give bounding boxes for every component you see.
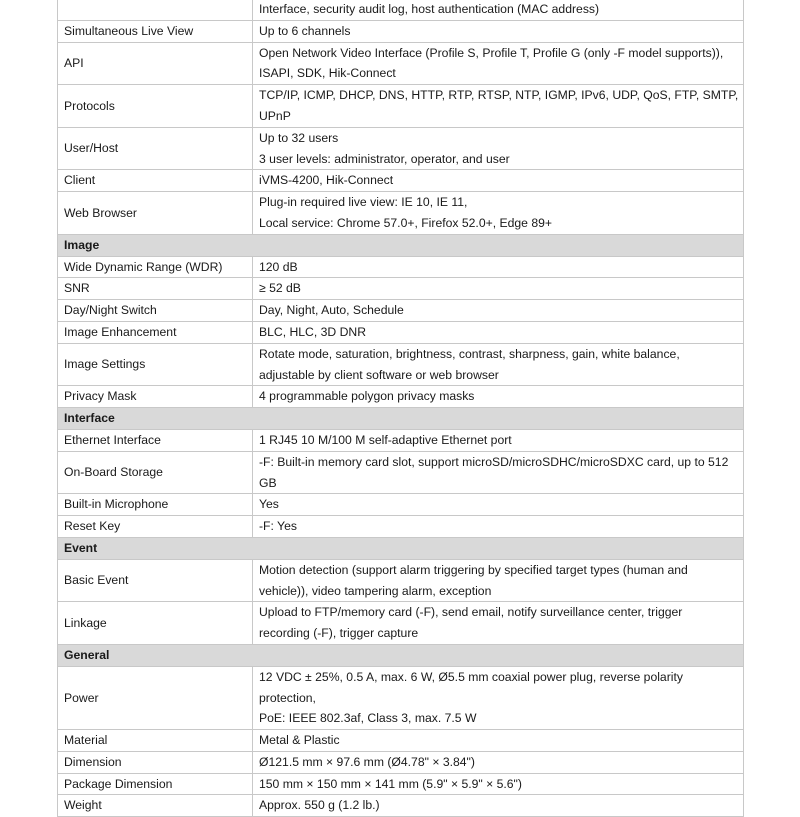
spec-value-line: Upload to FTP/memory card (-F), send email, notify surveillance center, trigger [259, 605, 683, 620]
section-header-image [58, 234, 744, 256]
table-row [58, 192, 744, 235]
spec-value [253, 300, 744, 322]
spec-value-line: Ø121.5 mm × 97.6 mm (Ø4.78" × 3.84") [259, 754, 475, 769]
spec-label: Reset Key [58, 516, 253, 538]
section-title: Image [58, 234, 744, 256]
table-row [58, 516, 744, 538]
spec-value-line: Interface, security audit log, host authentication (MAC address) [259, 2, 600, 16]
spec-label: Day/Night Switch [58, 300, 253, 322]
spec-value-line: UPnP [259, 108, 291, 123]
spec-value-line: recording (-F), trigger capture [259, 626, 419, 641]
spec-value-line: 1 RJ45 10 M/100 M self-adaptive Ethernet port [259, 432, 512, 447]
table-row [58, 559, 744, 602]
table-row [58, 170, 744, 192]
spec-value-line: adjustable by client software or web browser [259, 367, 499, 382]
spec-label: Simultaneous Live View [58, 20, 253, 42]
spec-value-line: Up to 32 users [259, 130, 339, 145]
section-title: Interface [58, 408, 744, 430]
spec-value-line: protection, [259, 690, 316, 705]
spec-label: Package Dimension [58, 773, 253, 795]
spec-label: Image Enhancement [58, 321, 253, 343]
table-row [58, 451, 744, 494]
spec-value-line: 120 dB [259, 259, 298, 274]
spec-value-line: Plug-in required live view: IE 10, IE 11, [259, 195, 468, 210]
spec-value [253, 559, 744, 602]
spec-value-line: TCP/IP, ICMP, DHCP, DNS, HTTP, RTP, RTSP, NTP, IGMP, IPv6, UDP, QoS, FTP, SMTP, [259, 88, 739, 103]
section-title: Event [58, 537, 744, 559]
section-title: General [58, 644, 744, 666]
table-row [58, 795, 744, 817]
spec-value-line: BLC, HLC, 3D DNR [259, 324, 367, 339]
spec-value-line: ISAPI, SDK, Hik-Connect [259, 66, 396, 81]
spec-label: Web Browser [58, 192, 253, 235]
section-header-event [58, 537, 744, 559]
spec-value [253, 730, 744, 752]
spec-value-line: Local service: Chrome 57.0+, Firefox 52.0+, Edge 89+ [259, 215, 553, 230]
spec-value [253, 85, 744, 128]
table-row [58, 300, 744, 322]
spec-value-line: 4 programmable polygon privacy masks [259, 389, 475, 404]
spec-value-line: GB [259, 475, 277, 490]
section-header-general [58, 644, 744, 666]
spec-label: Power [58, 666, 253, 729]
section-header-interface [58, 408, 744, 430]
spec-value-line: 12 VDC ± 25%, 0.5 A, max. 6 W, Ø5.5 mm coaxial power plug, reverse polarity [259, 669, 683, 684]
table-row [58, 386, 744, 408]
spec-value [253, 20, 744, 42]
table-row [58, 127, 744, 170]
spec-value-line: Rotate mode, saturation, brightness, contrast, sharpness, gain, white balance, [259, 346, 680, 361]
spec-value-line: ≥ 52 dB [259, 281, 301, 296]
spec-value [253, 0, 744, 20]
table-row [58, 751, 744, 773]
spec-label: Linkage [58, 602, 253, 645]
spec-label [58, 0, 253, 20]
spec-value-line: 150 mm × 150 mm × 141 mm (5.9" × 5.9" × 5.6") [259, 776, 522, 791]
spec-value-line: PoE: IEEE 802.3af, Class 3, max. 7.5 W [259, 711, 477, 726]
spec-value [253, 192, 744, 235]
spec-value [253, 751, 744, 773]
spec-value [253, 42, 744, 85]
spec-value-line: Open Network Video Interface (Profile S, Profile T, Profile G (only -F model supports)), [259, 45, 724, 60]
spec-label: Client [58, 170, 253, 192]
table-row [58, 494, 744, 516]
table-row [58, 343, 744, 386]
table-row [58, 773, 744, 795]
spec-value-line: -F: Yes [259, 519, 297, 534]
spec-label: API [58, 42, 253, 85]
spec-value [253, 386, 744, 408]
spec-label: Dimension [58, 751, 253, 773]
spec-value [253, 278, 744, 300]
spec-value-line: iVMS-4200, Hik-Connect [259, 173, 394, 188]
table-row [58, 0, 744, 20]
spec-value-line: Day, Night, Auto, Schedule [259, 303, 404, 318]
spec-value [253, 127, 744, 170]
table-row [58, 42, 744, 85]
spec-label: Wide Dynamic Range (WDR) [58, 256, 253, 278]
spec-value [253, 321, 744, 343]
spec-label: Basic Event [58, 559, 253, 602]
spec-value [253, 795, 744, 817]
spec-label: On-Board Storage [58, 451, 253, 494]
table-row [58, 20, 744, 42]
spec-label: Weight [58, 795, 253, 817]
spec-value [253, 170, 744, 192]
spec-value [253, 773, 744, 795]
spec-value [253, 494, 744, 516]
spec-label: SNR [58, 278, 253, 300]
spec-value-line: 3 user levels: administrator, operator, and user [259, 151, 510, 166]
spec-value-line: vehicle)), video tampering alarm, exception [259, 583, 492, 598]
spec-value [253, 429, 744, 451]
spec-label: Image Settings [58, 343, 253, 386]
spec-value [253, 666, 744, 729]
spec-label: Material [58, 730, 253, 752]
spec-table [57, 0, 744, 817]
spec-label: Built-in Microphone [58, 494, 253, 516]
table-row [58, 321, 744, 343]
spec-label: User/Host [58, 127, 253, 170]
table-row [58, 278, 744, 300]
spec-value [253, 451, 744, 494]
table-row [58, 666, 744, 729]
table-row [58, 256, 744, 278]
spec-value [253, 602, 744, 645]
table-row [58, 85, 744, 128]
spec-value [253, 256, 744, 278]
spec-label: Privacy Mask [58, 386, 253, 408]
table-row [58, 602, 744, 645]
spec-label: Ethernet Interface [58, 429, 253, 451]
table-row [58, 429, 744, 451]
spec-value-line: Metal & Plastic [259, 733, 340, 748]
spec-value [253, 516, 744, 538]
spec-value [253, 343, 744, 386]
spec-value-line: Up to 6 channels [259, 23, 351, 38]
table-row [58, 730, 744, 752]
spec-value-line: -F: Built-in memory card slot, support microSD/microSDHC/microSDXC card, up to 512 [259, 454, 729, 469]
spec-value-line: Motion detection (support alarm triggering by specified target types (human and [259, 562, 688, 577]
spec-label: Protocols [58, 85, 253, 128]
spec-table-body [58, 0, 744, 817]
spec-value-line: Yes [259, 497, 279, 512]
spec-value-line: Approx. 550 g (1.2 lb.) [259, 798, 380, 813]
